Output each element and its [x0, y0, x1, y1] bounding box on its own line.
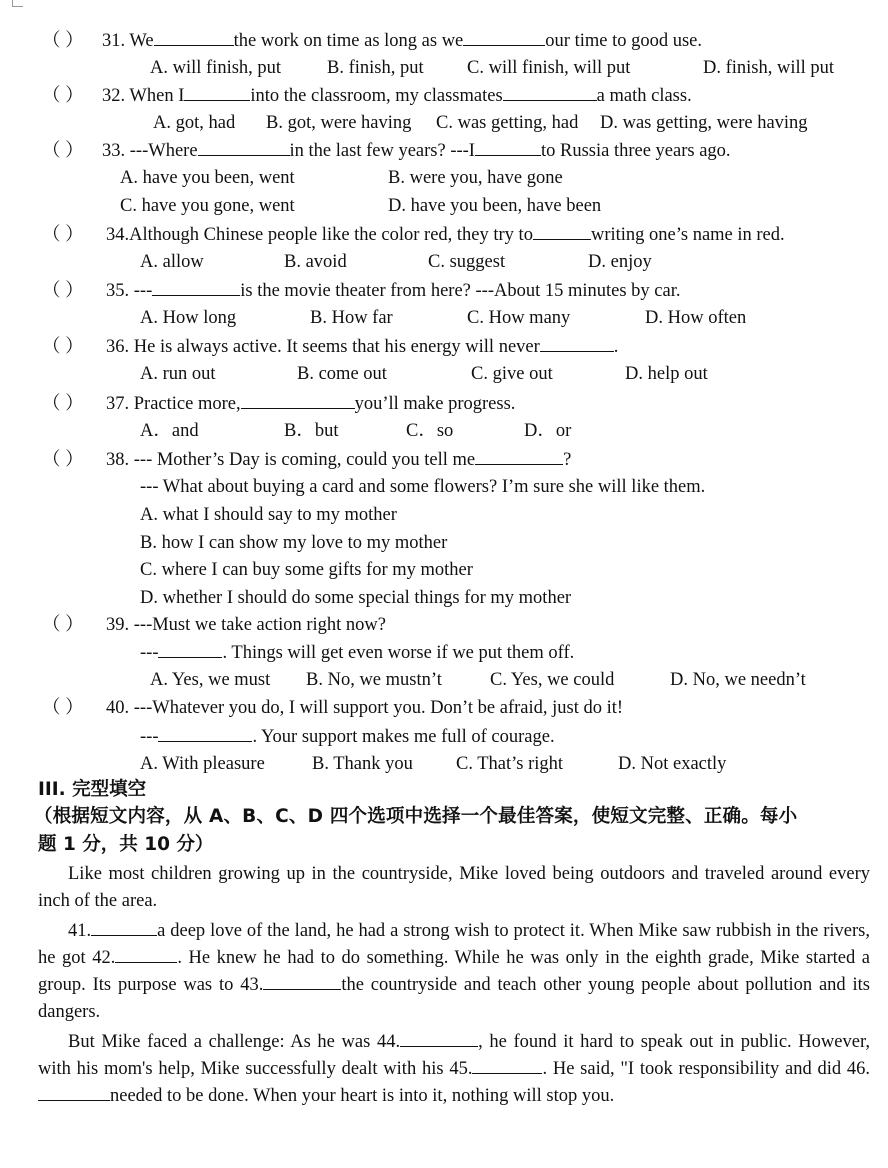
answer-paren[interactable]: （ ）: [42, 31, 84, 51]
answer-blank-45[interactable]: [472, 1057, 542, 1074]
dialog-line: [140, 725, 555, 748]
answer-blank-46[interactable]: [38, 1084, 110, 1101]
option-c[interactable]: C．so: [406, 421, 454, 441]
question-34: [42, 223, 785, 246]
options-31: [150, 57, 834, 79]
option-a[interactable]: A. With pleasure: [140, 754, 265, 774]
option-a[interactable]: A. will finish, put: [150, 58, 282, 78]
question-text: 33. ---Where: [102, 141, 198, 161]
answer-blank[interactable]: [241, 392, 355, 409]
question-text: 35. ---: [106, 281, 153, 301]
option-c[interactable]: C. have you gone, went: [120, 196, 295, 216]
paragraph-text: Like most children growing up in the countryside, Mike loved being outdoors and traveled around every inch of the area.: [38, 864, 870, 911]
paragraph-text: a deep love of the land, he had a strong wish to protect it. When Mike saw rubbish in the rivers, he got 42.: [38, 921, 870, 968]
answer-paren[interactable]: （ ）: [42, 450, 84, 470]
option-b[interactable]: B. finish, put: [327, 58, 424, 78]
option-a[interactable]: A. allow: [140, 252, 204, 272]
options-39: [150, 669, 806, 691]
paragraph-text: . He said, "I took responsibility and did 46.: [542, 1059, 870, 1079]
answer-paren[interactable]: （ ）: [42, 86, 84, 106]
question-text: 39. ---Must we take action right now?: [106, 615, 386, 635]
section-title: III. 完型填空: [38, 779, 147, 800]
option-d[interactable]: D. whether I should do some special things for my mother: [140, 588, 572, 608]
options-33-row2: [120, 195, 601, 217]
section-instructions-cont: 题 1 分，共 10 分）: [38, 834, 214, 855]
answer-blank[interactable]: [533, 223, 591, 240]
answer-blank[interactable]: [154, 29, 234, 46]
question-text: .: [613, 337, 619, 357]
passage-paragraph-3: [38, 1029, 870, 1110]
question-text: 40. ---Whatever you do, I will support you. Don’t be afraid, just do it!: [106, 698, 624, 718]
question-39: [42, 614, 386, 636]
options-33-row1: [120, 167, 563, 189]
option-a[interactable]: A. what I should say to my mother: [140, 505, 397, 525]
paragraph-text: , he found it hard to speak out in public. However, with his mom's help, Mike successfully dealt with his 45.: [38, 1032, 870, 1079]
option-d[interactable]: D. finish, will put: [703, 58, 835, 78]
paragraph-text: . He knew he had to do something. While he was only in the eighth grade, Mike started a group. Its purpose was to 43.: [38, 948, 870, 995]
option-b[interactable]: B．but: [284, 421, 339, 441]
answer-blank[interactable]: [475, 448, 563, 465]
option-c[interactable]: C. How many: [467, 308, 571, 328]
answer-blank[interactable]: [184, 84, 250, 101]
dialog-line: --- What about buying a card and some flowers? I’m sure she will like them.: [140, 477, 706, 497]
question-text: a math class.: [596, 86, 692, 106]
question-text: to Russia three years ago.: [540, 141, 731, 161]
option-b[interactable]: B. How far: [310, 308, 393, 328]
question-31: [42, 29, 702, 52]
passage-paragraph-2: [38, 918, 870, 1026]
dialog-text: . Your support makes me full of courage.: [252, 727, 555, 747]
option-c[interactable]: C. give out: [471, 364, 553, 384]
question-text: 34.Although Chinese people like the color red, they try to: [106, 225, 533, 245]
option-d[interactable]: D. No, we needn’t: [670, 670, 806, 690]
option-d[interactable]: D. help out: [625, 364, 708, 384]
answer-blank[interactable]: [198, 139, 290, 156]
options-34: [140, 251, 652, 273]
answer-blank[interactable]: [152, 279, 240, 296]
option-b[interactable]: B. come out: [297, 364, 387, 384]
answer-blank-44[interactable]: [400, 1030, 478, 1047]
option-c[interactable]: C. suggest: [428, 252, 506, 272]
question-text: 37. Practice more,: [106, 394, 241, 414]
question-36: [42, 335, 618, 358]
answer-blank[interactable]: [503, 84, 597, 101]
option-a[interactable]: A．and: [140, 421, 199, 441]
option-b[interactable]: B. avoid: [284, 252, 347, 272]
options-40: [140, 753, 726, 775]
option-c[interactable]: C. That’s right: [456, 754, 564, 774]
question-text: into the classroom, my classmates: [250, 86, 503, 106]
answer-paren[interactable]: （ ）: [42, 141, 84, 161]
option-a[interactable]: A. run out: [140, 364, 216, 384]
question-40: [42, 697, 623, 719]
dialog-text: ---: [140, 643, 159, 663]
dialog-line: [140, 641, 574, 664]
option-d[interactable]: D. have you been, have been: [388, 196, 602, 216]
question-text: you’ll make progress.: [354, 394, 516, 414]
question-text: writing one’s name in red.: [590, 225, 785, 245]
option-b[interactable]: B. how I can show my love to my mother: [140, 533, 448, 553]
paragraph-text: the countryside and teach other young people about pollution and its dangers.: [38, 975, 870, 1022]
option-b[interactable]: B. got, were having: [266, 113, 412, 133]
answer-blank[interactable]: [463, 29, 545, 46]
question-text: 38. --- Mother’s Day is coming, could you tell me: [106, 450, 476, 470]
answer-paren[interactable]: （ ）: [42, 225, 84, 245]
option-b[interactable]: B. Thank you: [312, 754, 413, 774]
option-c[interactable]: C. will finish, will put: [467, 58, 631, 78]
question-38: [42, 448, 571, 471]
question-35: [42, 279, 681, 302]
option-a[interactable]: A. have you been, went: [120, 168, 295, 188]
option-b[interactable]: B. No, we mustn’t: [306, 670, 442, 690]
options-36: [140, 363, 708, 385]
section-instructions: （根据短文内容，从 A、B、C、D 四个选项中选择一个最佳答案，使短文完整、正确。每小: [34, 806, 798, 827]
answer-blank-41[interactable]: [91, 919, 157, 936]
option-a[interactable]: A. How long: [140, 308, 237, 328]
question-text: is the movie theater from here? ---About 15 minutes by car.: [240, 281, 681, 301]
option-c[interactable]: C. where I can buy some gifts for my mother: [140, 560, 473, 580]
dialog-text: . Things will get even worse if we put them off.: [222, 643, 575, 663]
answer-blank[interactable]: [475, 139, 541, 156]
option-d[interactable]: D. enjoy: [588, 252, 652, 272]
option-a[interactable]: A. Yes, we must: [150, 670, 271, 690]
options-32: [153, 112, 808, 134]
blank-number: 41.: [68, 921, 92, 941]
option-c[interactable]: C. was getting, had: [436, 113, 579, 133]
question-text: 36. He is always active. It seems that his energy will never: [106, 337, 540, 357]
question-text: our time to good use.: [545, 31, 702, 51]
answer-paren[interactable]: （ ）: [42, 337, 84, 357]
option-d[interactable]: D．or: [524, 421, 572, 441]
option-d[interactable]: D. Not exactly: [618, 754, 727, 774]
options-35: [140, 307, 746, 329]
question-text: ?: [563, 450, 572, 470]
option-d[interactable]: D. How often: [645, 308, 747, 328]
answer-blank[interactable]: [158, 641, 222, 658]
answer-paren[interactable]: （ ）: [42, 615, 84, 635]
answer-blank[interactable]: [540, 335, 614, 352]
question-text: in the last few years? ---I: [289, 141, 475, 161]
paragraph-text: But Mike faced a challenge: As he was 44.: [68, 1032, 401, 1052]
question-32: [42, 84, 692, 107]
passage-paragraph-1: [38, 861, 870, 915]
options-37: [140, 420, 571, 442]
answer-paren[interactable]: （ ）: [42, 281, 84, 301]
page-corner-mark: [12, 0, 23, 7]
option-a[interactable]: A. got, had: [153, 113, 236, 133]
question-text: 31. We: [102, 31, 154, 51]
answer-blank-42[interactable]: [115, 946, 177, 963]
option-d[interactable]: D. was getting, were having: [600, 113, 808, 133]
dialog-text: ---: [140, 727, 159, 747]
option-c[interactable]: C. Yes, we could: [490, 670, 615, 690]
question-33: [42, 139, 731, 162]
question-37: [42, 392, 515, 415]
option-b[interactable]: B. were you, have gone: [388, 168, 563, 188]
question-text: the work on time as long as we: [233, 31, 464, 51]
answer-blank[interactable]: [158, 725, 252, 742]
paragraph-text: needed to be done. When your heart is into it, nothing will stop you.: [110, 1086, 615, 1106]
answer-paren[interactable]: （ ）: [42, 394, 84, 414]
answer-blank-43[interactable]: [263, 973, 341, 990]
question-text: 32. When I: [102, 86, 185, 106]
answer-paren[interactable]: （ ）: [42, 698, 84, 718]
